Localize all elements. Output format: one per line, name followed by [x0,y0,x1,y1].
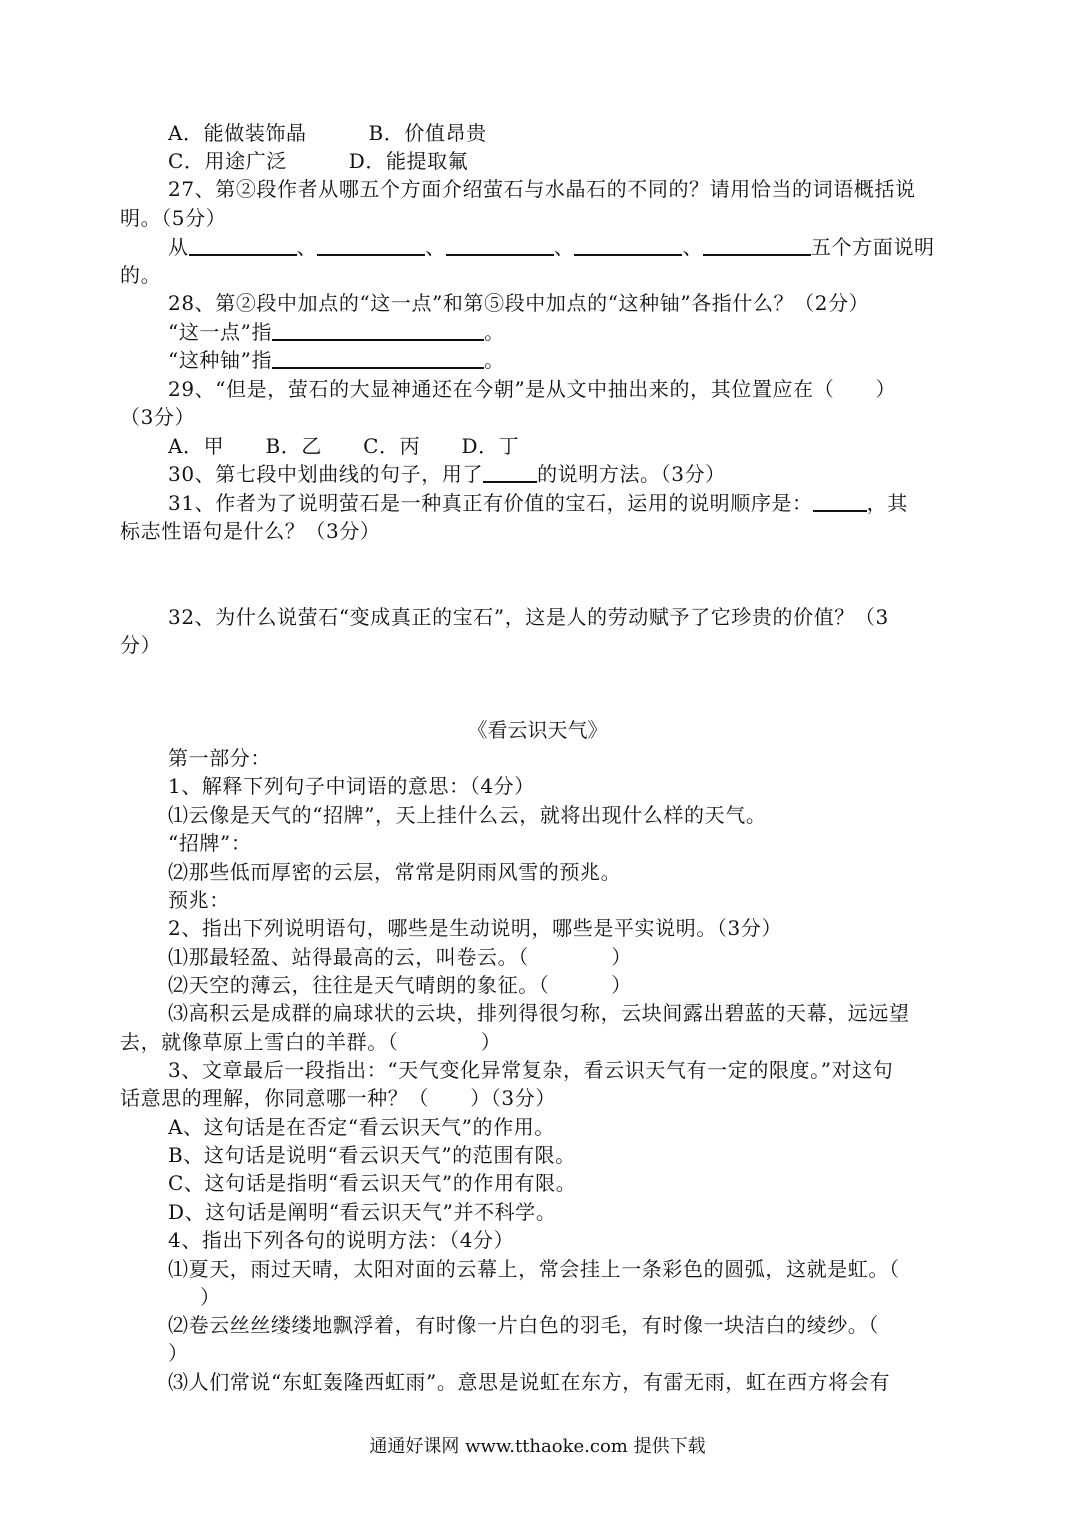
sentence-line: 去，就像草原上雪白的羊群。（ ） [120,1030,502,1054]
answer-blank[interactable] [272,349,484,369]
question-31-cont: 标志性语句是什么？（3分） [120,519,381,543]
section-title: 《看云识天气》 [467,718,608,742]
answer-28-line [168,319,505,345]
answer-blank[interactable] [703,236,811,256]
answer-label: “招牌”： [168,831,252,855]
sentence-line: ⑶人们常说“东虹轰隆西虹雨”。意思是说虹在东方，有雷无雨，虹在西方将会有 [168,1370,891,1394]
question-29: 29、“但是，萤石的大显神通还在今朝”是从文中抽出来的，其位置应在（ ） [168,377,897,401]
question-text: 的说明方法。（3分） [537,462,726,486]
answer-text: 。 [484,348,505,372]
answer-text: 五个方面说明 [811,235,935,259]
question-29-cont: （3分） [120,405,196,429]
answer-text: “这种铀”指 [168,348,273,372]
sentence-line: ⑴云像是天气的“招牌”，天上挂什么云，就将出现什么样的天气。 [168,803,767,827]
option-line: A．能做装饰晶 B．价值昂贵 [168,121,487,145]
question-30 [168,461,726,487]
question-32: 32、为什么说萤石“变成真正的宝石”，这是人的劳动赋予了它珍贵的价值？（3 [168,605,889,629]
option-line: D、这句话是阐明“看云识天气”并不科学。 [168,1200,557,1224]
answer-27-cont: 的。 [120,263,162,287]
question-3: 3、文章最后一段指出：“天气变化异常复杂，看云识天气有一定的限度。”对这句 [168,1058,894,1082]
sentence-line: ⑵卷云丝丝缕缕地飘浮着，有时像一片白色的羽毛，有时像一块洁白的绫纱。（ [168,1313,879,1337]
question-3-cont: 话意思的理解，你同意哪一种？（ ）（3分） [120,1086,556,1110]
answer-blank[interactable] [446,236,554,256]
answer-text: 从 [168,235,189,259]
question-2: 2、指出下列说明语句，哪些是生动说明，哪些是平实说明。（3分） [168,916,783,940]
sentence-line: ） [200,1285,221,1309]
option-line: C．用途广泛 D．能提取氟 [168,149,469,173]
answer-blank[interactable] [574,236,682,256]
option-line: A．甲 B．乙 C．丙 D．丁 [168,434,520,458]
answer-blank[interactable] [272,321,484,341]
question-4: 4、指出下列各句的说明方法：（4分） [168,1228,515,1252]
option-line: B、这句话是说明“看云识天气”的范围有限。 [168,1143,576,1167]
answer-text: “这一点”指 [168,320,273,344]
part-heading: 第一部分： [168,746,271,770]
answer-blank[interactable] [483,463,537,483]
question-text: 30、第七段中划曲线的句子，用了 [168,462,484,486]
answer-blank[interactable] [317,236,425,256]
question-28: 28、第②段中加点的“这一点”和第⑤段中加点的“这种铀”各指什么？（2分） [168,291,870,315]
question-text: ，其 [866,491,908,515]
sentence-line: ⑵天空的薄云，往往是天气晴朗的象征。（ ） [168,973,632,997]
answer-blank[interactable] [189,236,297,256]
separator: 、 [425,235,446,259]
answer-blank[interactable] [813,492,867,512]
answer-27-line [168,234,935,260]
sentence-line: ⑵那些低而厚密的云层，常常是阴雨风雪的预兆。 [168,860,622,884]
sentence-line: ⑴夏天，雨过天晴，太阳对面的云幕上，常会挂上一条彩色的圆弧，这就是虹。（ [168,1257,900,1281]
sentence-line: ） [168,1341,189,1365]
question-27: 27、第②段作者从哪五个方面介绍萤石与水晶石的不同的？请用恰当的词语概括说 [168,177,916,201]
question-1: 1、解释下列句子中词语的意思：（4分） [168,774,535,798]
answer-text: 。 [484,320,505,344]
sentence-line: ⑶高积云是成群的扁球状的云块，排列得很匀称，云块间露出碧蓝的天幕，远远望 [168,1001,910,1025]
separator: 、 [553,235,575,259]
question-27-cont: 明。（5分） [120,206,227,230]
answer-28-line [168,347,505,373]
separator: 、 [296,235,318,259]
separator: 、 [682,235,704,259]
option-line: A、这句话是在否定“看云识天气”的作用。 [168,1115,555,1139]
answer-label: 预兆： [168,888,230,912]
sentence-line: ⑴那最轻盈、站得最高的云，叫卷云。（ ） [168,945,632,969]
footer-text: 通通好课网 www.tthaoke.com 提供下载 [369,1436,706,1457]
option-line: C、这句话是指明“看云识天气”的作用有限。 [168,1171,577,1195]
question-31 [168,490,908,516]
question-32-cont: 分） [120,633,162,657]
question-text: 31、作者为了说明萤石是一种真正有价值的宝石，运用的说明顺序是： [168,491,813,515]
